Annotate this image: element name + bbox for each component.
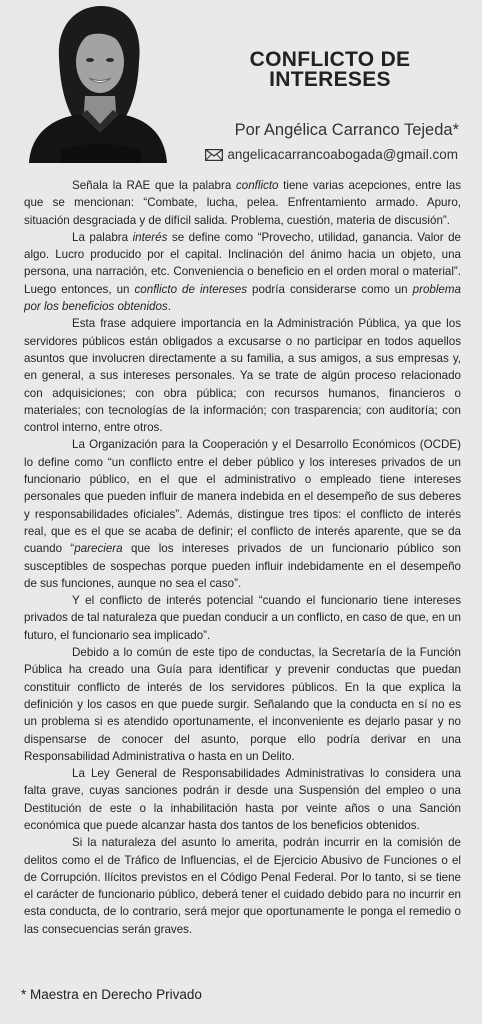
italic-text-run: conflicto (235, 179, 279, 192)
body-paragraph (24, 644, 461, 765)
body-paragraph (24, 765, 461, 834)
text-run: Esta frase adquiere importancia en la Administración Pública, ya que los servidores públicos están obligados a excusarse o no participar en todos aquellos asuntos que involucren directamente a su familia, a sus amigos, a sus empresas y, en general, a sus intereses personales. Ya se trate de algún proceso relacionado con adquisiciones; con obra pública; con recursos humanos, financieros o materiales; con tecnologías de la información; con trasparencia; con auditoría; con control interno, entre otros. (24, 317, 461, 435)
title-line-1: CONFLICTO DE (249, 48, 411, 71)
email-address[interactable]: angelicacarrancoabogada@gmail.com (227, 147, 458, 162)
italic-text-run: problema por los beneficios obtenidos (24, 282, 461, 314)
body-paragraph (24, 229, 461, 315)
text-run: Debido a lo común de este tipo de conductas, la Secretaría de la Función Pública ha creado una Guía para identificar y prevenir conductas que puedan constituir conflicto de interés de los servidores públicos. En la que explica la definición y los casos en que puede surgir. Señalando que la conducta en sí no es un problema si es atendido oportunamente, el inconveniente es dejarlo pasar y no dispensarse de conocer del asunto, porque ello podría derivar en una Responsabilidad Administrativa o hasta en un Delito. (24, 646, 461, 763)
envelope-icon (205, 149, 223, 161)
text-run: La Organización para la Cooperación y el Desarrollo Económicos (OCDE) lo define como “un conflicto entre el deber público y los intereses privados de un funcionario público, en el que el administrativo o empleado tiene intereses personales que pueden influir de manera indebida en el desempeño de sus deberes y responsabilidades oficiales”. Además, distingue tres tipos: el conflicto de interés real, que es el que se acaba de definir; el conflicto de interés aparente, que se da cuando “ (24, 438, 461, 556)
text-run: Señala la RAE que la palabra (72, 179, 236, 192)
author-portrait-image (21, 0, 169, 163)
title-line-2: INTERESES (269, 68, 391, 91)
text-run: Si la naturaleza del asunto lo amerita, podrán incurrir en la comisión de delitos como el de Tráfico de Influencias, el de Ejercicio Abusivo de Funciones o el de Corrupción. Ilícitos previstos en el Código Penal Federal. Por lo tanto, si se tiene el carácter de funcionario público, deberá tener el cuidado debido para no incurrir en esta conducta, de lo contrario, será mejor que oportunamente le ponga el remedio o las consecuencias serán graves. (24, 836, 461, 936)
text-run: . (167, 300, 171, 314)
text-run: La Ley General de Responsabilidades Administrativas lo considera una falta grave, cuyas sanciones podrán ir desde una Suspensión del empleo o una Destitución de este o la inhabilitación hasta por veinte años o una Sanción económica que puede alcanzar hasta dos tantos de los beneficios obtenidos. (24, 767, 461, 832)
text-run: podría considerarse como un (247, 282, 413, 296)
body-paragraph (24, 592, 461, 644)
footnote: * Maestra en Derecho Privado (21, 987, 202, 1002)
author-email[interactable] (205, 147, 458, 162)
italic-text-run: interés (132, 230, 168, 244)
italic-text-run: conflicto de intereses (134, 282, 248, 296)
body-paragraph (24, 834, 461, 938)
article-title (200, 50, 460, 90)
text-run: La palabra (72, 230, 133, 244)
text-run: se define como “Provecho, utilidad, ganancia. Valor de algo. Lucro producido por el capital. Inclinación del ánimo hacia un objeto, una persona, una narración, etc. Conveniencia o beneficio en el orden moral o material”. Luego entonces, un (24, 230, 461, 296)
article-body (24, 177, 461, 938)
body-paragraph (24, 436, 461, 592)
italic-text-run: pareciera (74, 542, 123, 556)
text-run: Y el conflicto de interés potencial “cuando el funcionario tiene intereses privados de tal naturaleza que puedan conducir a un conflicto, en caso de que, en un futuro, el funcionario sea implicado”. (24, 594, 462, 642)
author-photo (21, 0, 169, 163)
body-paragraph (24, 315, 461, 436)
text-run: tiene varias acepciones, entre las que se mencionan: “Combate, lucha, pelea. Enfrentamiento armado. Apuro, situación desgraciada y de difícil salida. Problema, cuestión, materia de discusión”. (24, 179, 461, 227)
author-byline: Por Angélica Carranco Tejeda* (234, 121, 459, 139)
text-run: que los intereses privados de un funcionario público son susceptibles de sospechas porque pueden influir indebidamente en el desempeño de sus funciones, aunque no sea el caso”. (24, 542, 461, 590)
body-paragraph (24, 177, 461, 229)
